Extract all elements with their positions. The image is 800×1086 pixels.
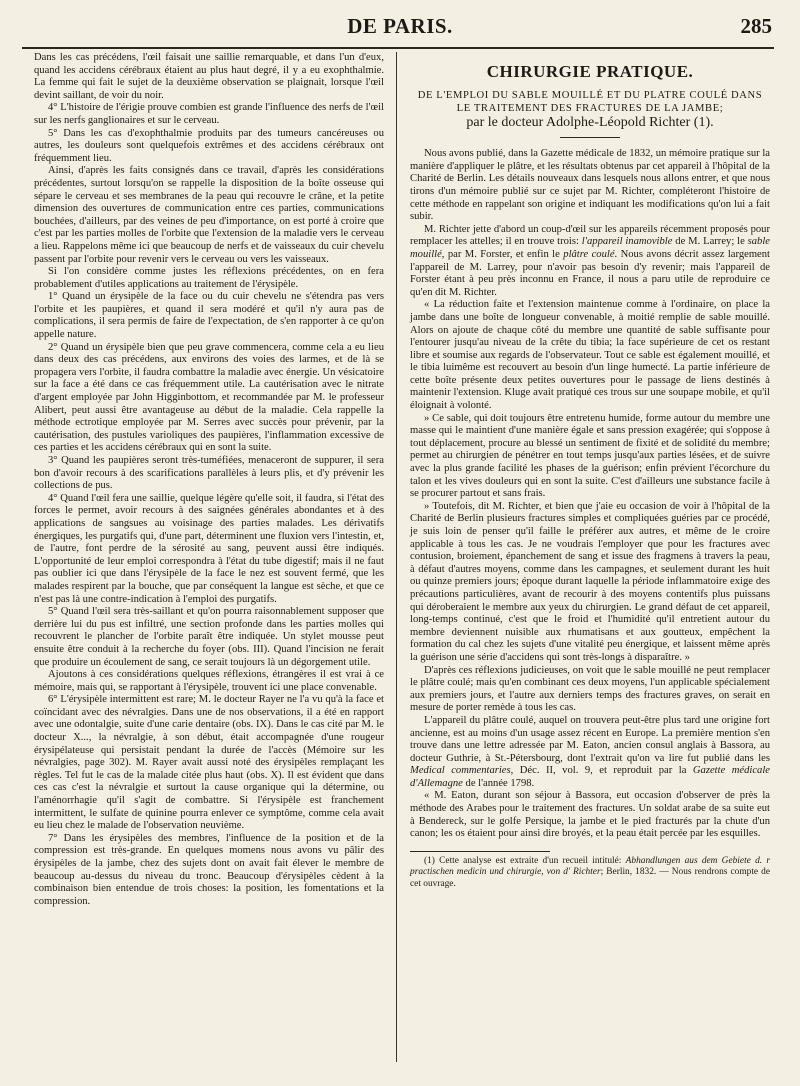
paragraph: M. Richter jette d'abord un coup-d'œil sur les appareils récemment proposés pour remplacer les attelles; il en trouve trois: l'appareil inamovible de M. Larrey; le sable mouillé, par M. Forster, et enfin le plâtre coulé. Nous avons décrit assez largement l'appareil de M. Larrey, pour n'avoir pas besoin d'y revenir; mais l'appareil de Forster étant à peu près inconnu en France, il nous a paru utile de reproduire ce qu'en dit M. Richter. [410,223,771,298]
paragraph: Ainsi, d'après les faits consignés dans ce travail, d'après les considérations précédentes, surtout lorsqu'on se rappelle la disposition de la boîte osseuse qui sépare le cerveau et ses membranes de la peau qui recouvre le crâne, et la petite dimension des ouvertures de communication entre ces parties, communications bouchées, d'ailleurs, par des veines de peu d'importance, on est porté à croire que c'est par les parties molles de l'orbite que l'extension de la maladie vers le cerveau a lieu. Rappelons même ici que beaucoup de nerfs et de vaisseaux du cuir chevelu passent par l'orbite pour revenir vers le cerveau ou vers les vaisseaux. [34,165,384,265]
paragraph: 4° L'histoire de l'érigie prouve combien est grande l'influence des nerfs de l'œil sur les nerfs ganglionaires et sur le cerveau. [34,102,384,126]
paragraph: 6° L'érysipèle intermittent est rare; M. le docteur Rayer ne l'a vu qu'à la face et coïncidant avec des névralgies. Dans une de nos observations, il a été en rapport avec une odontalgie, suite d'une carie dentaire (obs. IX). Dans le cas cité par M. le docteur X..., la névralgie, à son début, était accompagnée d'une rougeur érysipélateuse qui persistait pendant la durée de l'accès (Mémoire sur les névralgies, page 302). M. Rayer avait aussi noté des érysipèles remplaçant les règles. Tel fut le cas de la malade citée plus haut (obs. X). Il est évident que dans ces cas c'est la névralgie et surtout la cause organique qui la détermine, ou l'aménorrhagie qu'il s'agit de combattre. Si l'érysipèle est franchement intermittent, le sulfate de quinine pourra enlever ce symptôme, comme cela avait eu lieu chez le malade de l'observation neuvième. [34,694,384,832]
column-divider [396,52,397,1062]
running-title: DE PARIS. [347,14,453,38]
left-column [34,52,384,908]
paragraph: D'après ces réflexions judicieuses, on voit que le sable mouillé ne peut remplacer le plâtre coulé; mais qu'en combinant ces deux moyens, l'un applicable spécialement aux premiers jours, et l'autre aux derniers temps des fractures graves, on serait en mesure de porter remède à tous les cas. [410,664,770,714]
article-title: DE L'EMPLOI DU SABLE MOUILLÉ ET DU PLATRE COULÉ DANS LE TRAITEMENT DES FRACTURES DE LA JAMBE; [417,89,763,114]
article-author: par le docteur Adolphe-Léopold Richter (1). [466,114,714,130]
paragraph: « M. Eaton, durant son séjour à Bassora, eut occasion d'observer de près la méthode des Arabes pour le traitement des fractures. Un soldat arabe de sa suite eut à Bendereck, sur le golfe Persique, la jambe et le pied fracturés par la chute d'un canon; les os étaient pour ainsi dire broyés, et la peau était percée par les esquilles. [410,790,770,840]
right-column [410,52,770,890]
footnote-rule [410,851,550,852]
paragraph: » Ce sable, qui doit toujours être entretenu humide, forme autour du membre une masse qui le maintient d'une manière égale et sans pression exagérée; qui s'oppose à tout déplacement, procure au blessé un sentiment de fixité et de solidité du membre; permet au chirurgien de pénétrer en tout temps jusqu'aux parties lésées, et de suivre avec la plus grande facilité les phases de la guérison; enfin prévient l'écorchure du talon et les vives douleurs qui en sont la suite. C'est d'ailleurs une substance facile à se procurer partout et sans frais. [410,412,770,500]
page-number: 285 [740,14,772,38]
header-rule [22,47,774,49]
paragraph: 7° Dans les érysipèles des membres, l'influence de la position et de la compression est très-grande. En quelques momens nous avons vu pâlir des érysipèles de la jambe, chez des sujets dont on avait fait élever le membre de beaucoup au-dessus du niveau du tronc. Beaucoup d'érysipèles cèdent à la combinaison bien entendue de trois choses: la position, les fomentations et la compression. [34,832,384,907]
paragraph: Nous avons publié, dans la Gazette médicale de 1832, un mémoire pratique sur la manière d'appliquer le plâtre, et les résultats obtenus par cet appareil à l'hôpital de la Charité de Berlin. Les détails nouveaux dans lesquels nous allons entrer, et que nous tirons d'un mémoire publié sur ce sujet par M. Richter, compléteront l'histoire de cette méthode en rappelant son origine et indiquant les modifications qu'on lui a fait subir. [410,148,770,223]
paragraph: Ajoutons à ces considérations quelques réflexions, étrangères il est vrai à ce mémoire, mais qui, se rapportant à l'érysipèle, trouvent ici une place convenable. [34,669,384,693]
footnote: (1) Cette analyse est extraite d'un recueil intitulé: Abhandlungen aus dem Gebiete d. r practischen medicin und chirurgie, von d' Richter; Berlin, 1832. — Nous rendrons compte de cet ouvrage. [410,855,771,889]
paragraph: 3° Quand les paupières seront très-tuméfiées, menaceront de suppurer, il sera bon d'avoir recours à des scarifications parallèles à leurs plis, et d'y prévenir les collections de pus. [34,455,384,492]
paragraph: » Toutefois, dit M. Richter, et bien que j'aie eu occasion de voir à l'hôpital de la Charité de Berlin plusieurs fractures simples et compliquées guéries par ce procédé, je suis loin de penser qu'il faille le préférer aux autres, et même de le croire applicable à tous les cas. Je ne voudrais l'employer que pour les fractures avec contusion, broiement, épanchement de sang et issue des fragmens à travers la peau, à défaut d'autres moyens, comme dans les campagnes, et seulement durant les huit ou quinze premiers jours; époque durant laquelle la période inflammatoire exige des précautions particulières, avant de recourir à des moyens contentifs plus puissans qui déroberaient le membre aux yeux du chirurgien. Le grand défaut de cet appareil, long-temps continué, c'est que le froid et l'humidité qu'il entretient autour du membre deviennent nuisible aux rhumatisans et aux goutteux, empêchent la formation du cal chez les sujets d'une vitalité peu énergique, et laissent même après la guérison une série d'accidens qui sont très-longs à disparaître. » [410,500,770,663]
section-title: CHIRURGIE PRATIQUE. [486,62,694,81]
paragraph: Dans les cas précédens, l'œil faisait une saillie remarquable, et dans l'un d'eux, quand les accidens cérébraux étaient au plus haut degré, il y a eu exophthalmie. La femme qui fait le sujet de la deuxième observation se plaignait, lorsque l'œil devint saillant, de voir du noir. [34,52,384,101]
page-header [0,0,800,44]
paragraph: 4° Quand l'œil fera une saillie, quelque légère qu'elle soit, il faudra, si l'état des forces le permet, avoir recours à des saignées générales abondantes et à des applications de sangsues au voisinage des parties malades. Les dérivatifs énergiques, les purgatifs qui, d'une part, déterminent une fluxion vers l'intestin, et, de l'autre, font perdre de la sérosité au sang, peuvent aussi être indiqués. L'opportunité de leur emploi correspondra à l'état du tube digestif; mais il ne faut pas oublier ici que dans l'érysipèle de la face le nez est souvent fermé, que les malades respirent par la bouche, que par conséquent la langue est sèche, et que ce n'est pas là une contre-indication à l'emploi des purgatifs. [34,492,384,605]
paragraph: « La réduction faite et l'extension maintenue comme à l'ordinaire, on place la jambe dans une boîte de longueur convenable, à moitié remplie de sable mouillé. Alors on ajoute de chaque côté du membre une quantité de sable suffisante pour l'entourer jusqu'au niveau de la crête du tibia; la face supérieure de cet os restant libre et soumise aux regards de l'observateur. Tout ce sable est également mouillé, et le tibia luimême est recouvert au besoin d'un linge humecté. La partie inférieure de cette boîte présente deux petites ouvertures pour le passage de liens destinés à maintenir l'extension. Kluge avait pratiqué ces trous sur une soupape mobile, et qu'il éloignait à volonté. [410,299,770,412]
paragraph: 1° Quand un érysipèle de la face ou du cuir chevelu ne s'étendra pas vers l'orbite et les paupières, et quand il sera modéré et qu'il n'y aura pas de complications, il sera permis de faire de l'expectation, de s'en rapporter à ce qu'on appelle nature. [34,291,384,341]
paragraph: L'appareil du plâtre coulé, auquel on trouvera peut-être plus tard une origine fort ancienne, est au moins d'un usage assez récent en Europe. La première mention s'en trouve dans une lettre adressée par M. Eaton, ancien consul anglais à Bassora, au docteur Guthrie, à St.-Pétersbourg, dont l'extrait qu'on va lire fut publié dans les Medical commentaries, Déc. II, vol. 9, et reproduit par la Gazette médicale d'Allemagne de l'année 1798. [410,714,770,789]
paragraph: Si l'on considère comme justes les réflexions précédentes, on en fera probablement d'utiles applications au traitement de l'érysipèle. [34,266,384,290]
paragraph: 2° Quand un érysipèle bien que peu grave commencera, comme cela a eu lieu dans deux des cas précédens, aux environs des voies des larmes, et de là se propagera vers l'orbite, il faudra combattre la maladie avec énergie. Un vésicatoire sur la face a été dans ce cas fréquemment utile. La cautérisation avec le nitrate d'argent employée par John Higginbottom, et recommandée par M. le professeur Alibert, peut aussi être avantageuse au début de la maladie. Cela rappelle la méthode ectrotique employée par M. Serres avec succès pour prévenir, par la cautérisation, des pustules varioliques des paupières, l'inflammation excessive de ces parties et les accidens cérébraux qui en sont la suite. [34,341,384,454]
title-rule [560,137,620,138]
paragraph: 5° Dans les cas d'exophthalmie produits par des tumeurs cancéreuses ou autres, les douleurs sont quelquefois extrêmes et des accidens cérébraux ont fréquemment lieu. [34,127,384,164]
paragraph: 5° Quand l'œil sera très-saillant et qu'on pourra raisonnablement supposer que derrière lui du pus est infiltré, une section profonde dans les parties molles qui recouvrent le plancher de l'orbite paraît être indiquée. Un stylet mousse peut ensuite être conduit à la recherche du foyer (obs. III). Quand l'incision ne ferait que produire un écoulement de sang, ce serait toujours là un dégorgement utile. [34,606,384,668]
